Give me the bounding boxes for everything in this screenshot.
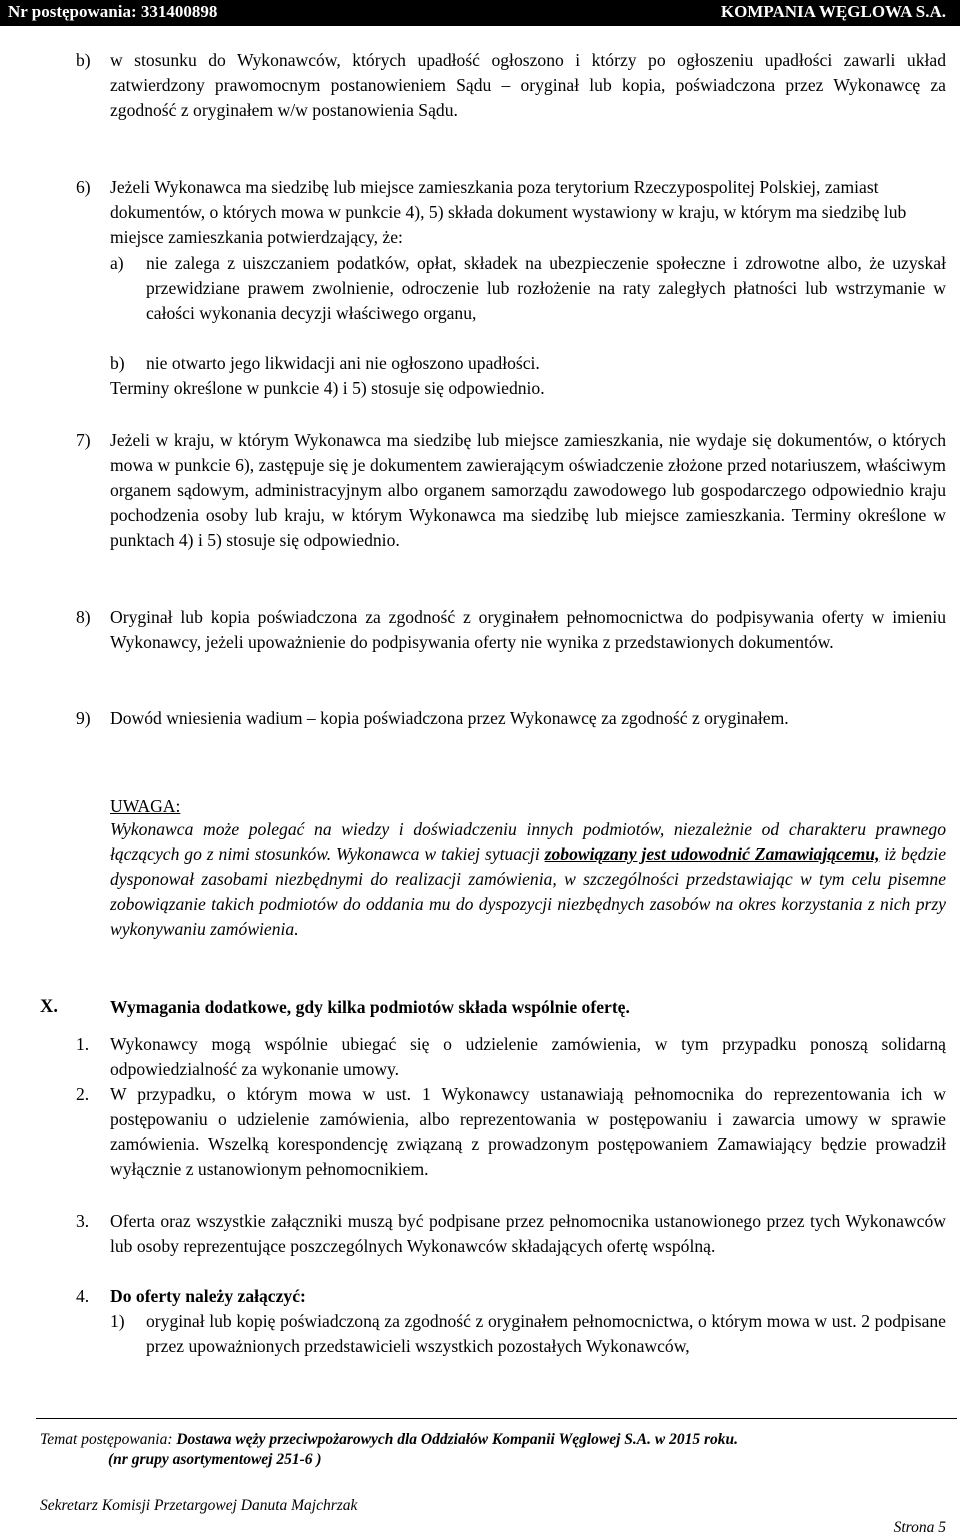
section-x-label: X.: [40, 997, 58, 1017]
uwaga-text-part1: Wykonawca może polegać na wiedzy i doświadczeniu innych podmiotów, niezależnie od charakteru prawnego łączących go z nimi stosunków. Wykonawca w takiej sytuacji: [110, 819, 946, 864]
section-x-item3-text: Oferta oraz wszystkie załączniki muszą być podpisane przez pełnomocnika ustanowionego przez tych Wykonawców lub osoby reprezentujące poszczególnych Wykonawców składających ofertę wspólną.: [110, 1211, 946, 1256]
item6-text: Jeżeli Wykonawca ma siedzibę lub miejsce zamieszkania poza terytorium Rzeczypospolitej Polskiej, zamiast dokumentów, o których mowa w punkcie 4), 5) składa dokument wystawiony w kraju, w którym ma siedzibę lub miejsce zamieszkania potwierdzający, że:: [110, 177, 907, 247]
item8-label: 8): [76, 607, 91, 627]
section-x-item1-text: Wykonawcy mogą wspólnie ubiegać się o udzielenie zamówienia, w tym przypadku ponoszą solidarną odpowiedzialność za wykonanie umowy.: [110, 1034, 946, 1079]
section-x-item4-text: Do oferty należy załączyć:: [110, 1286, 306, 1306]
item6b-text: nie otwarto jego likwidacji ani nie ogłoszono upadłości.: [146, 353, 540, 373]
item6-note: Terminy określone w punkcie 4) i 5) stosuje się odpowiednio.: [110, 378, 545, 398]
page-header: [0, 0, 960, 26]
section-x-item4-label: 4.: [76, 1286, 90, 1306]
section-x-item1-label: 1.: [76, 1034, 90, 1054]
item7-text: Jeżeli w kraju, w którym Wykonawca ma siedzibę lub miejsce zamieszkania, nie wydaje się dokumentów, o których mowa w punkcie 6), zastępuje się je dokumentem zawierającym oświadczenie złożone przed notariuszem, właściwym organem sądowym, administracyjnym albo organem samorządu zawodowego lub gospodarczego odpowiednio kraju pochodzenia osoby lub kraju, w którym Wykonawca ma siedzibę lub miejsce zamieszkania. Terminy określone w punktach 4) i 5) stosuje się odpowiednio.: [110, 430, 946, 550]
item5b-label: b): [76, 50, 91, 70]
footer-topic: [40, 1430, 940, 1450]
company-name: KOMPANIA WĘGLOWA S.A.: [720, 2, 946, 21]
section-x-item2-label: 2.: [76, 1084, 90, 1104]
footer-divider: [36, 1418, 957, 1419]
section-x-title: Wymagania dodatkowe, gdy kilka podmiotów składa wspólnie ofertę.: [110, 997, 630, 1017]
page-number: Strona 5: [893, 1519, 946, 1536]
uwaga-title: UWAGA:: [110, 796, 181, 816]
item7-label: 7): [76, 430, 91, 450]
uwaga-text-part2: iż będzie dysponował zasobami niezbędnymi do realizacji zamówienia, w szczególności przedstawiając w tym celu pisemne zobowiązanie takich podmiotów do oddania mu do dyspozycji niezbędnych zasobów na okres korzystania z nich przy wykonywaniu zamówienia.: [110, 844, 947, 939]
item6a-text: nie zalega z uiszczaniem podatków, opłat, składek na ubezpieczenie społeczne i zdrowotne albo, że uzyskał przewidziane prawem zwolnienie, odroczenie lub rozłożenie na raty zaległych płatności lub wstrzymanie w całości wykonania decyzji właściwego organu,: [146, 253, 946, 323]
footer-topic-prefix: Temat postępowania:: [40, 1431, 177, 1448]
section-x-item3-label: 3.: [76, 1211, 90, 1231]
item9-label: 9): [76, 708, 91, 728]
section-x-item2-text: W przypadku, o którym mowa w ust. 1 Wykonawcy ustanawiają pełnomocnika do reprezentowania ich w postępowaniu o udzielenie zamówienia, albo reprezentowania w postępowaniu i zawarcia umowy w sprawie zamówienia. Wszelką korespondencję związaną z prowadzonym postępowaniem Zamawiający będzie prowadził wyłącznie z ustanowionym pełnomocnikiem.: [110, 1084, 946, 1179]
item6a-label: a): [110, 253, 124, 273]
footer-group: (nr grupy asortymentowej 251-6 ): [108, 1451, 322, 1468]
section-x-sub1-label: 1): [110, 1311, 125, 1331]
uwaga-text-emphasis: zobowiązany jest udowodnić Zamawiającemu,: [544, 844, 880, 864]
procedure-number: Nr postępowania: 331400898: [8, 2, 218, 21]
footer-secretary: Sekretarz Komisji Przetargowej Danuta Majchrzak: [40, 1497, 358, 1514]
item5b-text: w stosunku do Wykonawców, których upadłość ogłoszono i którzy po ogłoszeniu upadłości zawarli układ zatwierdzony prawomocnym postanowieniem Sądu – oryginał lub kopia, poświadczona przez Wykonawcę za zgodność z oryginałem w/w postanowienia Sądu.: [110, 50, 946, 120]
item6-label: 6): [76, 177, 91, 197]
item9-text: Dowód wniesienia wadium – kopia poświadczona przez Wykonawcę za zgodność z oryginałem.: [110, 708, 789, 728]
footer-topic-text: Dostawa węży przeciwpożarowych dla Oddziałów Kompanii Węglowej S.A. w 2015 roku.: [176, 1431, 739, 1448]
item6b-label: b): [110, 353, 125, 373]
section-x-sub1-text: oryginał lub kopię poświadczoną za zgodność z oryginałem pełnomocnictwa, o którym mowa w ust. 2 podpisane przez upoważnionych przedstawicieli wszystkich pozostałych Wykonawców,: [146, 1311, 946, 1356]
item8-text: Oryginał lub kopia poświadczona za zgodność z oryginałem pełnomocnictwa do podpisywania oferty w imieniu Wykonawcy, jeżeli upoważnienie do podpisywania oferty nie wynika z przedstawionych dokumentów.: [110, 607, 946, 652]
uwaga-text: [110, 817, 946, 942]
